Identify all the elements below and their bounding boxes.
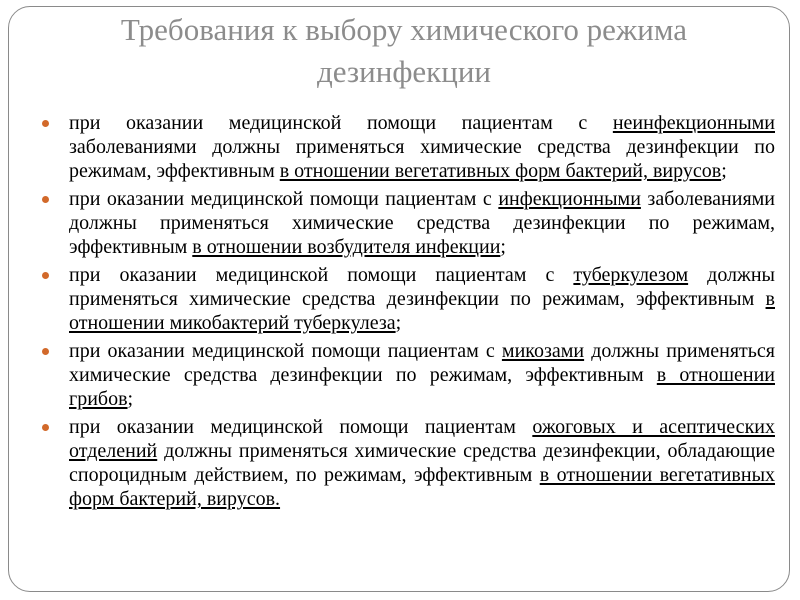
bullet-text: должны применяться химические средства дезинфекции по режимам, эффективным xyxy=(69,264,775,310)
underlined-text: неинфекционными xyxy=(612,112,775,134)
underlined-text: в отношении вегетативных форм бактерий, вирусов xyxy=(279,160,722,182)
bullet-item-tuberculosis xyxy=(39,263,775,335)
bullet-text: ; xyxy=(721,160,727,182)
bullet-text: ; xyxy=(127,388,134,410)
bullet-text: должны применяться химические средства дезинфекции, обладающие спороцидным действием, по режимам, эффективным xyxy=(69,440,775,486)
bullet-item-infectious xyxy=(39,187,775,259)
bullet-text: при оказании медицинской помощи пациентам с xyxy=(69,340,502,362)
underlined-text: в отношении вегетативных форм бактерий, вирусов. xyxy=(69,464,776,510)
underlined-text: инфекционными xyxy=(498,188,641,210)
bullet-text: при оказании медицинской помощи пациентам с xyxy=(69,264,574,286)
bullet-item-non-infectious xyxy=(39,111,775,183)
underlined-text: туберкулезом xyxy=(573,264,689,286)
underlined-text: ожоговых и асептических отделений xyxy=(69,416,775,462)
bullet-text: заболеваниями должны применяться химические средства дезинфекции по режимам, эффективным xyxy=(69,136,775,182)
bullet-text: ; xyxy=(500,236,506,258)
bullet-text: заболеваниями должны применяться химические средства дезинфекции по режимам, эффективным xyxy=(69,188,775,258)
underlined-text: в отношении грибов xyxy=(69,364,775,410)
bullet-text: ; xyxy=(395,312,402,334)
underlined-text: микозами xyxy=(501,340,585,362)
bullet-item-mycoses xyxy=(39,339,775,411)
bullet-text: при оказании медицинской помощи пациентам с xyxy=(69,112,613,134)
underlined-text: в отношении микобактерий туберкулеза xyxy=(69,288,775,334)
bullet-item-burn-aseptic xyxy=(39,415,775,511)
bullet-text: при оказании медицинской помощи пациентам с xyxy=(69,188,499,210)
slide-frame xyxy=(8,6,790,592)
bullet-text: должны применяться химические средства дезинфекции по режимам, эффективным xyxy=(69,340,775,386)
slide-title: Требования к выбору химического режима дезинфекции xyxy=(120,12,688,89)
underlined-text: в отношении возбудителя инфекции xyxy=(192,236,501,258)
bullet-list xyxy=(39,111,775,515)
bullet-text: при оказании медицинской помощи пациентам xyxy=(69,416,533,438)
